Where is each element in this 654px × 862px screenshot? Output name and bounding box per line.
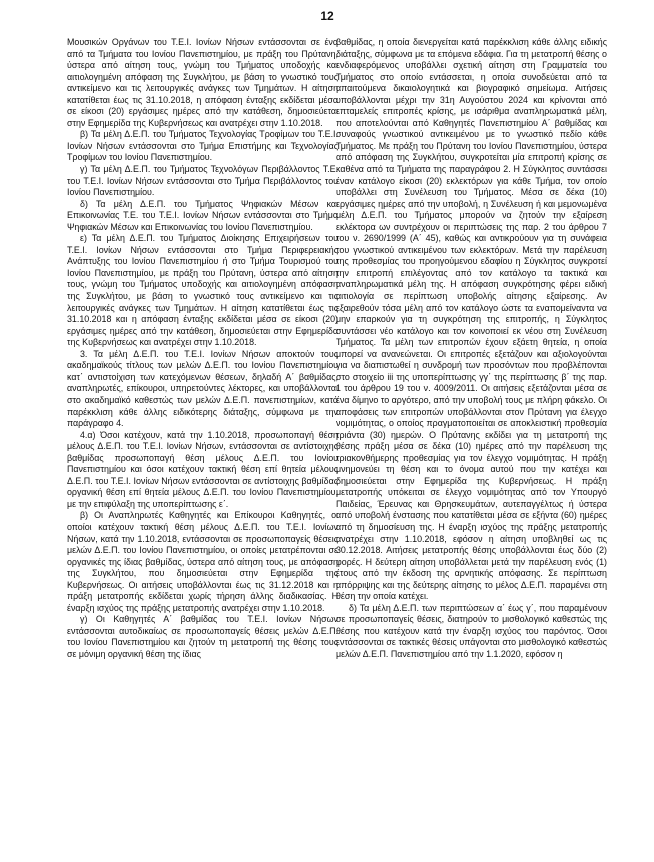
- paragraph: ε) Τα μέλη Δ.Ε.Π. του Τμήματος Διοίκησης Επιχειρήσεων του Τ.Ε.Ι. Ιονίων Νήσων εντάσσονται στο Τμήμα Περιφερειακής Ανάπτυξης του Ιονίου Πανεπιστημίου ή στο Τμήμα Τουρισμού του Ιονίου Πανεπιστημίου, με πράξη του Πρύτανη, ύστερα από αίτηση τους, γνώμη του Τμήματος υποδοχής και αιτιολογημένη απόφαση της Συγκλήτου, με βάση το γνωστικό τους αντικείμενο και τις λειτουργικές ανάγκες των Τμημάτων. Η αίτηση κατατίθεται έως τις 31.10.2018 και η απόφαση ένταξης εκδίδεται μέσα σε είκοσι (20) εργάσιμες ημέρες από την κατάθεση, δημοσιεύεται στην Εφημερίδα της Κυβερνήσεως και ανατρέχει στην 1.10.2018.: [67, 233, 338, 348]
- paragraph: βαθμίδας, η οποία διενεργείται κατά παρέκκλιση κάθε άλλης ειδικής διάταξης, σύμφωνα με τα επόμενα εδάφια. Για τη μετατροπή θέσης ο ενδιαφερόμενος υποβάλλει σχετική αίτηση στη Γραμματεία του Τμήματος στο οποίο εντάσσεται, η οποία συνοδεύεται από τα απαιτούμενα δικαιολογητικά και βιογραφικό σημείωμα. Αιτήσεις υποβάλλονται μέχρι την 31η Αυγούστου 2024 και κρίνονται από επταμελείς επιτροπές κρίσης, με ισάριθμα αναπληρωματικά μέλη, που αποτελούνται από Καθηγητές Πανεπιστημίου Α΄ βαθμίδας και συναφούς γνωστικού αντικειμένου με το γνωστικό πεδίο κάθε Τμήματος. Με πράξη του Πρύτανη του Ιονίου Πανεπιστημίου, ύστερα από απόφαση της Συγκλήτου, συγκροτείται μία επιτροπή κρίσης σε καθένα από τα Τμήματα της παραγράφου 2. Η Σύγκλητος συντάσσει έναν κατάλογο είκοσι (20) εκλεκτόρων για κάθε Τμήμα, τον οποίο υποβάλλει στη Συνέλευση του Τμήματος. Μέσα σε δέκα (10) εργάσιμες ημέρες από την υποβολή, η Συνέλευση ή και μεμονωμένα μέλη Δ.Ε.Π. του Τμήματος μπορούν να ζητούν την εξαίρεση εκλέκτορα ων συντρέχουν οι περιπτώσεις της παρ. 2 του άρθρου 7 του ν. 2690/1999 (Α΄ 45), καθώς και αντικρούουν για τη συνάφεια του γνωστικού αντικειμένου των εκλεκτόρων. Μετά την παρέλευση της προθεσμίας του προηγούμενου εδαφίου η Σύγκλητος συγκροτεί την επιτροπή επιλέγοντας από τον κατάλογο τα τακτικά και αναπληρωματικά μέλη της. Η απόφαση συγκρότησης φέρει ειδική αιτιολογία σε περίπτωση υποβολής αίτησης εξαίρεσης. Αν εξαιρεθούν τόσα μέλη από τον κατάλογο ώστε τα εναπομείναντα να μην επαρκούν για τη συγκρότηση της επιτροπής, η Σύγκλητος συντάσσει νέο κατάλογο και τον κοινοποιεί εκ νέου στη Συνέλευση Τμήματος. Τα μέλη των επιτροπών έχουν εξάετη θητεία, η οποία μπορεί να ανανεώνεται. Οι επιτροπές εξετάζουν και αξιολογούνται για να διαπιστωθεί η συνδρομή των προσόντων που προβλέπονται στο στοιχείο iii της υποπερίπτωσης γγ΄ της περίπτωσης β΄ της παρ. 1 του άρθρου 19 του ν. 4009/2011. Οι αιτήσεις εξετάζονται μέσα σε ένα δίμηνο το αργότερο, από την υποβολή τους με πλήρη φάκελο. Οι αποφάσεις των επιτροπών υποβάλλονται στον Πρύτανη για έλεγχο νομιμότητας, ο οποίος πραγματοποιείται σε αποκλειστική προθεσμία τριάντα (30) ημερών. Ο Πρύτανης εκδίδει για τη μετατροπή της θέσης πράξη μέσα σε δέκα (10) ημέρες από την παρέλευση της τριακονθήμερης προθεσμίας για τον έλεγχο νομιμότητας. Η πράξη μνημονεύει τη θέση και το όνομα αυτού που την κατέχει και δημοσιεύεται στην Εφημερίδα της Κυβερνήσεως. Η πράξη μετατροπής υπόκειται σε έλεγχο νομιμότητας από τον Υπουργό Παιδείας, Έρευνας και Θρησκευμάτων, αυτεπαγγέλτως ή ύστερα από υποβολή ένστασης που κατατίθεται μέσα σε εξήντα (60) ημέρες από τη δημοσίευση της. Η έναρξη ισχύος της πράξης μετατροπής ανατρέχει στην 1.10.2018, εφόσον η αίτηση υποβληθεί ως τις 30.12.2018. Αιτήσεις μετατροπής θέσης υποβάλλονται έως δύο (2) φορές. Η δεύτερη αίτηση υποβάλλεται μετά την παρέλευση ενός (1) έτους από την έκδοση της αρνητικής απόφασης. Σε περίπτωση απόρριψης και της δεύτερης αίτησης το μέλος Δ.Ε.Π. παραμένει στη θέση την οποία κατέχει.: [336, 37, 607, 602]
- left-column: [67, 37, 338, 661]
- right-column: [336, 37, 607, 661]
- paragraph: γ) Οι Καθηγητές Α΄ βαθμίδας του Τ.Ε.Ι. Ιονίων Νήσων εντάσσονται αυτοδικαίως σε προσωποπαγείς θέσεις μελών Δ.Ε.Π. του Ιονίου Πανεπιστημίου και ζητούν τη μετατροπή της θέσης τους σε μόνιμη οργανική θέση της ίδιας: [67, 614, 338, 659]
- paragraph: δ) Τα μέλη Δ.Ε.Π. των περιπτώσεων α΄ έως γ΄, που παραμένουν σε προσωποπαγείς θέσεις, διατηρούν το μισθολογικό καθεστώς της θέσης που κατέχουν κατά την έναρξη ισχύος του παρόντος. Όσοι εντάσσονται σε τακτικές θέσεις υπάγονται στο μισθολογικό καθεστώς μελών Δ.Ε.Π. Πανεπιστημίου από την 1.1.2020, εφόσον η: [336, 602, 607, 659]
- paragraph: β) Οι Αναπληρωτές Καθηγητές και Επίκουροι Καθηγητές, οι οποίοι κατέχουν τακτική θέση μέλους Δ.Ε.Π. του Τ.Ε.Ι. Ιονίων Νήσων, κατά την 1.10.2018, εντάσσονται σε προσωποπαγείς θέσεις μελών Δ.Ε.Π. του Ιονίου Πανεπιστημίου, οι οποίες μετατρέπονται σε οργανικές της ίδιας βαθμίδας, ύστερα από αίτηση τους, με απόφαση της Συγκλήτου, που δημοσιεύεται στην Εφημερίδα της Κυβερνήσεως. Οι αιτήσεις υποβάλλονται έως τις 31.12.2018 και η πράξη μετατροπής εκδίδεται χωρίς τήρηση άλλης διαδικασίας. Η έναρξη ισχύος της πράξης μετατροπής ανατρέχει στην 1.10.2018.: [67, 510, 338, 613]
- paragraph: 4.α) Όσοι κατέχουν, κατά την 1.10.2018, προσωποπαγή θέση μέλους Δ.Ε.Π. του Τ.Ε.Ι. Ιονίων Νήσων, εντάσσονται σε αντίστοιχης βαθμίδας προσωποπαγή θέση μέλους Δ.Ε.Π. του Ιονίου Πανεπιστημίου και όσοι κατέχουν τακτική θέση επί θητεία μέλους Δ.Ε.Π. του Τ.Ε.Ι. Ιονίων Νήσων εντάσσονται σε αντίστοιχης βαθμίδας οργανική θέση επί θητεία μέλους Δ.Ε.Π. του Ιονίου Πανεπιστημίου, με την επιφύλαξη της υποπερίπτωσης ε΄.: [67, 429, 338, 509]
- paragraph: δ) Τα μέλη Δ.Ε.Π. του Τμήματος Ψηφιακών Μέσων και Επικοινωνίας Τ.Ε. του Τ.Ε.Ι. Ιονίων Νήσων εντάσσονται στο Τμήμα Ψηφιακών Μέσων και Επικοινωνίας του Ιονίου Πανεπιστημίου.: [67, 198, 338, 232]
- paragraph: β) Τα μέλη Δ.Ε.Π. του Τμήματος Τεχνολογίας Τροφίμων του Τ.Ε.Ι. Ιονίων Νήσων εντάσσονται στο Τμήμα Επιστήμης και Τεχνολογίας Τροφίμων του Ιονίου Πανεπιστημίου.: [67, 129, 338, 163]
- paragraph: 3. Τα μέλη Δ.Ε.Π. του Τ.Ε.Ι. Ιονίων Νήσων αποκτούν τους ακαδημαϊκούς τίτλους των μελών Δ.Ε.Π. του Ιονίου Πανεπιστημίου κατ΄ αντιστοίχιση των κατεχόμενων θέσεων, δηλαδή Α΄ βαθμίδας, αναπληρωτές, επίκουροι, υπηρετούντες λέκτορες, και υποβάλλονται στο ακαδημαϊκό καθεστώς των μελών Δ.Ε.Π. πανεπιστημίων, κατά παρέκκλιση κάθε άλλης ειδικότερης διάταξης, σύμφωνα με την παράγραφο 4.: [67, 348, 338, 429]
- page-number: 12: [320, 9, 334, 23]
- paragraph: Μουσικών Οργάνων του Τ.Ε.Ι. Ιονίων Νήσων εντάσσονται σε ένα από τα Τμήματα του Ιονίου Πανεπιστημίου, με πράξη του Πρύτανη, ύστερα από αίτηση τους, γνώμη του Τμήματος υποδοχής και αιτιολογημένη απόφαση της Συγκλήτου, με βάση το γνωστικό τους αντικείμενο και τις λειτουργικές ανάγκες των Τμημάτων. Η αίτηση κατατίθεται έως τις 31.10.2018, η απόφαση ένταξης εκδίδεται μέσα σε είκοσι (20) εργάσιμες ημέρες από την κατάθεση, δημοσιεύεται στην Εφημερίδα της Κυβερνήσεως και ανατρέχει στην 1.10.2018.: [67, 37, 338, 128]
- paragraph: γ) Τα μέλη Δ.Ε.Π. του Τμήματος Τεχνολόγων Περιβάλλοντος Τ.Ε. του Τ.Ε.Ι. Ιονίων Νήσων εντάσσονται στο Τμήμα Περιβάλλοντος του Ιονίου Πανεπιστημίου.: [67, 164, 338, 198]
